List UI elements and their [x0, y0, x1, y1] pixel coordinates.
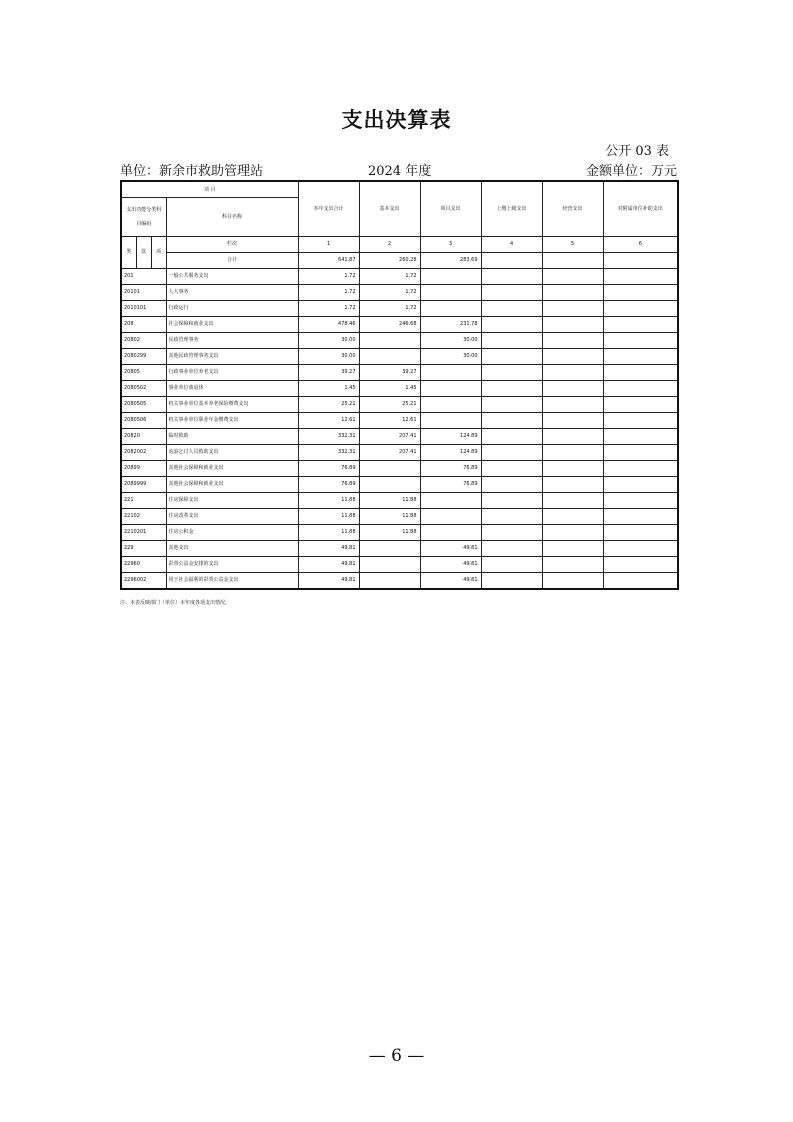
row-code: 208	[121, 317, 166, 333]
total-label: 合计	[166, 253, 298, 269]
row-name: 住房改革支出	[166, 509, 298, 525]
row-name: 一般公共服务支出	[166, 269, 298, 285]
table-row	[121, 573, 678, 590]
row-code: 22960	[121, 557, 166, 573]
row-value-3	[420, 269, 481, 285]
row-value-5	[542, 525, 603, 541]
header-name: 科目名称	[166, 198, 298, 237]
row-value-3: 49.81	[420, 557, 481, 573]
table-row	[121, 349, 678, 365]
row-name: 行政运行	[166, 301, 298, 317]
row-value-3: 76.89	[420, 477, 481, 493]
row-value-5	[542, 509, 603, 525]
row-code: 2296002	[121, 573, 166, 590]
row-value-2	[359, 477, 420, 493]
row-value-1: 25.21	[298, 397, 359, 413]
row-value-2: 1.72	[359, 285, 420, 301]
row-name: 事业单位离退休	[166, 381, 298, 397]
row-value-4	[481, 365, 542, 381]
row-value-4	[481, 541, 542, 557]
row-code: 2082002	[121, 445, 166, 461]
row-code: 2089999	[121, 477, 166, 493]
table-row	[121, 301, 678, 317]
total-value-2: 260.28	[359, 253, 420, 269]
table-row	[121, 413, 678, 429]
header-kuan: 款	[136, 237, 151, 269]
row-name: 行政事业单位养老支出	[166, 365, 298, 381]
row-value-2: 246.68	[359, 317, 420, 333]
row-value-1: 11.88	[298, 493, 359, 509]
row-code: 229	[121, 541, 166, 557]
row-value-5	[542, 333, 603, 349]
total-value-1: 641.87	[298, 253, 359, 269]
table-row	[121, 525, 678, 541]
table-row	[121, 269, 678, 285]
row-value-1: 39.27	[298, 365, 359, 381]
row-code: 2010101	[121, 301, 166, 317]
row-name: 机关事业单位职业年金缴费支出	[166, 413, 298, 429]
amount-unit-label: 金额单位：万元	[585, 164, 677, 179]
row-value-1: 30.00	[298, 333, 359, 349]
row-value-4	[481, 349, 542, 365]
row-value-2: 1.45	[359, 381, 420, 397]
row-value-3: 231.78	[420, 317, 481, 333]
row-value-4	[481, 493, 542, 509]
row-code: 20820	[121, 429, 166, 445]
row-value-2: 11.88	[359, 493, 420, 509]
row-code: 201	[121, 269, 166, 285]
page-title: 支出决算表	[341, 108, 452, 132]
row-value-1: 1.45	[298, 381, 359, 397]
row-name: 用于社会福利的彩票公益金支出	[166, 573, 298, 590]
row-value-5	[542, 285, 603, 301]
row-value-2: 11.88	[359, 525, 420, 541]
table-row	[121, 317, 678, 333]
row-value-3: 124.89	[420, 429, 481, 445]
row-name: 其他支出	[166, 541, 298, 557]
row-value-6	[603, 381, 678, 397]
row-value-6	[603, 525, 678, 541]
table-row	[121, 381, 678, 397]
table-row	[121, 461, 678, 477]
row-value-2	[359, 461, 420, 477]
row-value-4	[481, 525, 542, 541]
row-name: 其他社会保障和就业支出	[166, 461, 298, 477]
table-row	[121, 445, 678, 461]
row-value-2	[359, 541, 420, 557]
row-code: 221	[121, 493, 166, 509]
row-name: 临时救助	[166, 429, 298, 445]
row-value-1: 76.89	[298, 461, 359, 477]
unit-label: 单位：新余市救助管理站	[120, 164, 264, 179]
table-note: 注：本表反映部门（单位）本年度各项支出情况。	[120, 600, 231, 606]
row-value-1: 12.61	[298, 413, 359, 429]
row-value-4	[481, 477, 542, 493]
row-value-6	[603, 301, 678, 317]
info-row	[120, 160, 677, 178]
row-value-6	[603, 557, 678, 573]
row-value-2	[359, 333, 420, 349]
row-value-5	[542, 397, 603, 413]
total-value-5	[542, 253, 603, 269]
row-name: 民政管理事务	[166, 333, 298, 349]
header-col-5: 经营支出	[542, 181, 603, 237]
row-value-2: 39.27	[359, 365, 420, 381]
row-value-1: 478.46	[298, 317, 359, 333]
row-value-4	[481, 317, 542, 333]
row-name: 住房保障支出	[166, 493, 298, 509]
row-value-3	[420, 285, 481, 301]
table-row	[121, 477, 678, 493]
form-number: 公开 03 表	[605, 144, 669, 159]
total-value-3: 283.69	[420, 253, 481, 269]
row-value-3	[420, 509, 481, 525]
header-item: 项 目	[121, 181, 298, 198]
row-value-5	[542, 477, 603, 493]
row-value-6	[603, 493, 678, 509]
header-col-1: 本年支出合计	[298, 181, 359, 237]
row-value-4	[481, 429, 542, 445]
row-value-6	[603, 477, 678, 493]
row-value-6	[603, 365, 678, 381]
row-value-4	[481, 509, 542, 525]
col-number-5: 5	[542, 237, 603, 253]
header-col-6: 对附属单位补助支出	[603, 181, 678, 237]
header-code-group: 支出功能分类科目编码	[121, 198, 166, 237]
row-value-2: 1.72	[359, 269, 420, 285]
row-value-5	[542, 557, 603, 573]
total-value-4	[481, 253, 542, 269]
row-code: 22102	[121, 509, 166, 525]
row-value-6	[603, 333, 678, 349]
row-value-4	[481, 413, 542, 429]
row-value-2	[359, 349, 420, 365]
row-value-4	[481, 573, 542, 590]
table-row	[121, 397, 678, 413]
table-row	[121, 285, 678, 301]
row-value-4	[481, 381, 542, 397]
col-number-4: 4	[481, 237, 542, 253]
row-code: 2080502	[121, 381, 166, 397]
header-xiang: 项	[151, 237, 166, 269]
row-name: 机关事业单位基本养老保险缴费支出	[166, 397, 298, 413]
row-value-6	[603, 541, 678, 557]
row-code: 2080299	[121, 349, 166, 365]
row-name: 住房公积金	[166, 525, 298, 541]
row-value-1: 1.72	[298, 269, 359, 285]
row-value-6	[603, 429, 678, 445]
row-value-5	[542, 365, 603, 381]
table-row	[121, 333, 678, 349]
row-value-1: 30.00	[298, 349, 359, 365]
row-value-6	[603, 285, 678, 301]
row-value-1: 49.81	[298, 541, 359, 557]
row-value-6	[603, 445, 678, 461]
page-number: — 6 —	[368, 1046, 425, 1066]
header-col-2: 基本支出	[359, 181, 420, 237]
row-value-1: 76.89	[298, 477, 359, 493]
row-value-4	[481, 461, 542, 477]
row-value-2: 25.21	[359, 397, 420, 413]
row-value-4	[481, 397, 542, 413]
header-col-4: 上缴上级支出	[481, 181, 542, 237]
row-value-5	[542, 445, 603, 461]
header-col-3: 项目支出	[420, 181, 481, 237]
table-row	[121, 365, 678, 381]
row-name: 人大事务	[166, 285, 298, 301]
col-number-1: 1	[298, 237, 359, 253]
expenditure-table	[120, 180, 679, 590]
row-value-4	[481, 269, 542, 285]
row-value-3	[420, 525, 481, 541]
row-name: 其他民政管理事务支出	[166, 349, 298, 365]
row-value-4	[481, 285, 542, 301]
row-value-4	[481, 301, 542, 317]
row-value-2	[359, 573, 420, 590]
row-code: 20899	[121, 461, 166, 477]
row-name: 社会保障和就业支出	[166, 317, 298, 333]
row-value-2: 11.88	[359, 509, 420, 525]
row-name: 彩票公益金安排的支出	[166, 557, 298, 573]
year-label: 2024 年度	[368, 164, 432, 179]
row-value-3	[420, 413, 481, 429]
row-value-5	[542, 381, 603, 397]
row-value-5	[542, 349, 603, 365]
row-value-3: 30.00	[420, 333, 481, 349]
table-row	[121, 541, 678, 557]
row-value-3: 49.81	[420, 541, 481, 557]
table-row	[121, 493, 678, 509]
row-value-4	[481, 557, 542, 573]
row-value-3: 76.89	[420, 461, 481, 477]
table-row	[121, 557, 678, 573]
row-value-2: 207.41	[359, 429, 420, 445]
col-number-3: 3	[420, 237, 481, 253]
row-value-5	[542, 301, 603, 317]
row-value-5	[542, 413, 603, 429]
header-lanci: 栏次	[166, 237, 298, 253]
row-value-6	[603, 413, 678, 429]
row-value-1: 49.81	[298, 557, 359, 573]
row-value-6	[603, 573, 678, 590]
row-code: 20802	[121, 333, 166, 349]
row-value-1: 332.31	[298, 445, 359, 461]
row-value-5	[542, 429, 603, 445]
row-name: 流浪乞讨人员救助支出	[166, 445, 298, 461]
row-value-3	[420, 493, 481, 509]
row-value-3	[420, 381, 481, 397]
row-value-2: 12.61	[359, 413, 420, 429]
col-number-6: 6	[603, 237, 678, 253]
row-code: 2080506	[121, 413, 166, 429]
row-value-6	[603, 269, 678, 285]
row-value-5	[542, 317, 603, 333]
row-value-4	[481, 445, 542, 461]
row-value-5	[542, 541, 603, 557]
row-value-5	[542, 573, 603, 590]
row-value-6	[603, 509, 678, 525]
row-value-6	[603, 349, 678, 365]
row-code: 20101	[121, 285, 166, 301]
row-value-3	[420, 397, 481, 413]
row-value-3: 30.00	[420, 349, 481, 365]
row-value-1: 49.81	[298, 573, 359, 590]
header-class: 类	[121, 237, 136, 269]
row-value-1: 11.88	[298, 509, 359, 525]
table-row	[121, 509, 678, 525]
row-value-3	[420, 301, 481, 317]
row-value-2: 207.41	[359, 445, 420, 461]
total-value-6	[603, 253, 678, 269]
row-value-1: 1.72	[298, 285, 359, 301]
row-code: 20805	[121, 365, 166, 381]
row-value-4	[481, 333, 542, 349]
row-value-2	[359, 557, 420, 573]
table-row	[121, 429, 678, 445]
row-value-6	[603, 317, 678, 333]
row-value-5	[542, 269, 603, 285]
row-value-2: 1.72	[359, 301, 420, 317]
row-value-5	[542, 461, 603, 477]
row-value-1: 332.31	[298, 429, 359, 445]
row-code: 2210201	[121, 525, 166, 541]
row-value-1: 1.72	[298, 301, 359, 317]
row-value-6	[603, 397, 678, 413]
row-value-3: 49.81	[420, 573, 481, 590]
row-name: 其他社会保障和就业支出	[166, 477, 298, 493]
row-value-5	[542, 493, 603, 509]
row-code: 2080505	[121, 397, 166, 413]
col-number-2: 2	[359, 237, 420, 253]
row-value-1: 11.88	[298, 525, 359, 541]
row-value-6	[603, 461, 678, 477]
row-value-3: 124.89	[420, 445, 481, 461]
row-value-3	[420, 365, 481, 381]
